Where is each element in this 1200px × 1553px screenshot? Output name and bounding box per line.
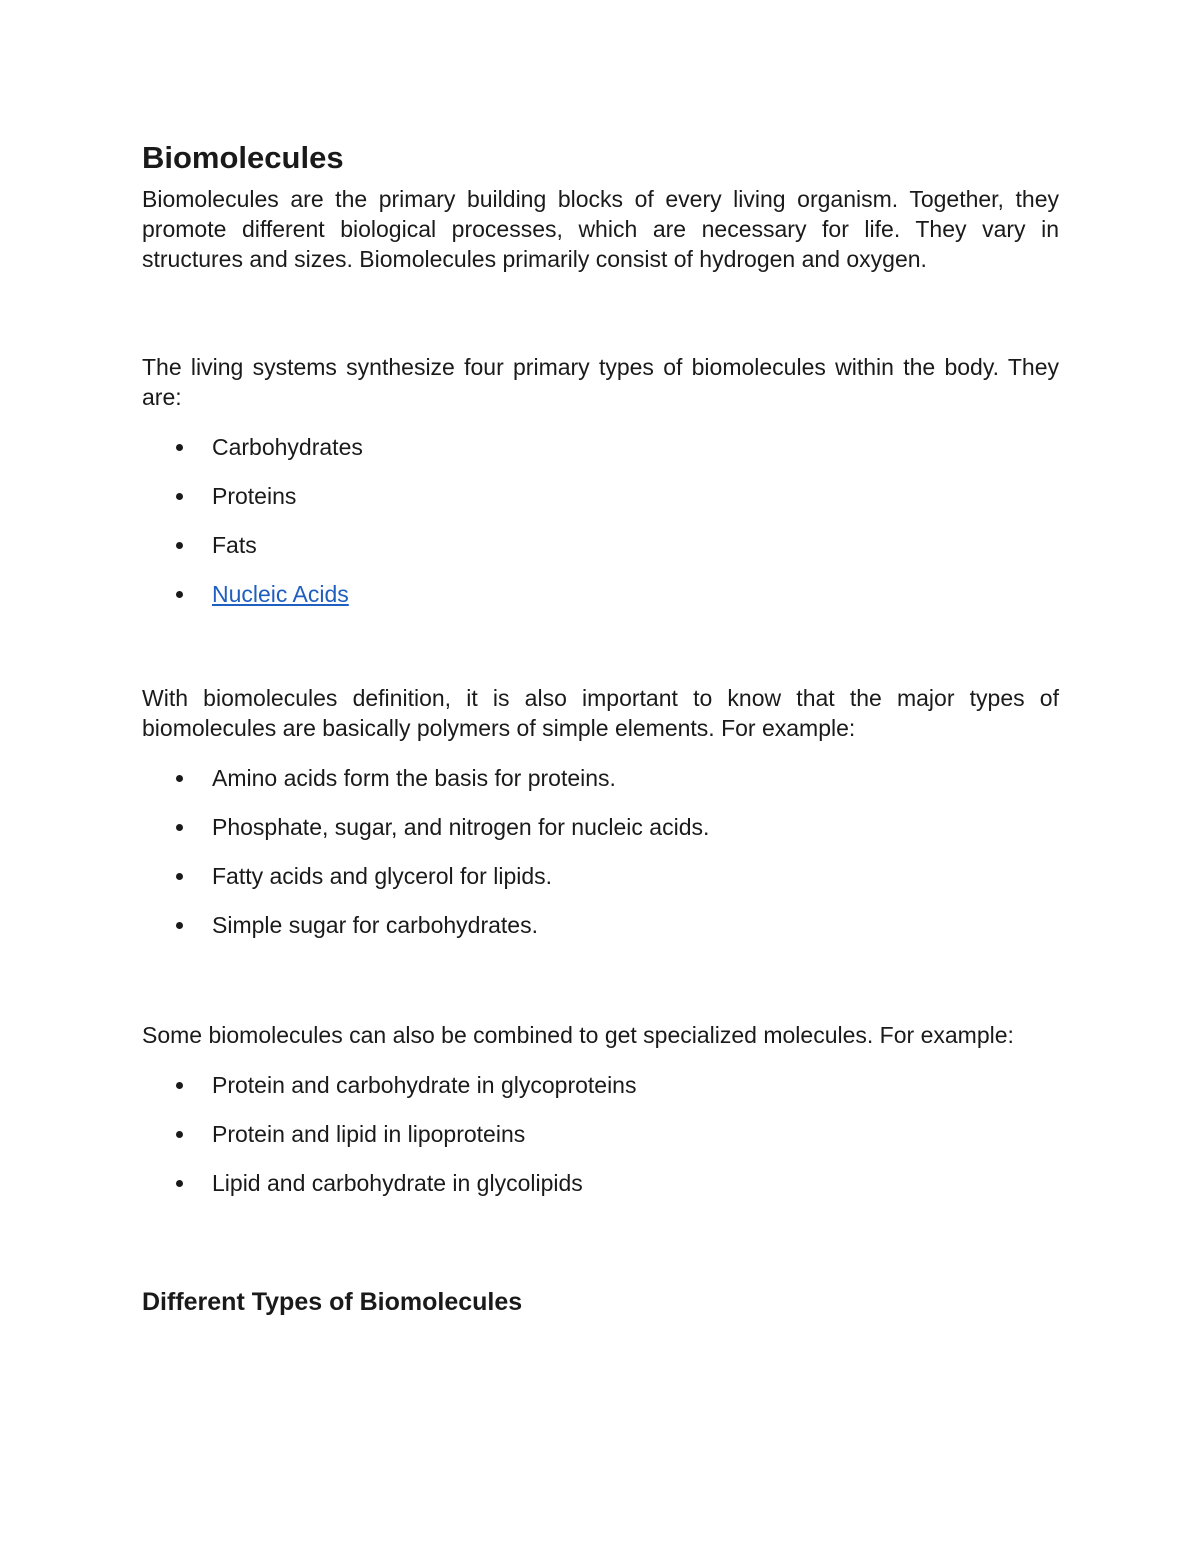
biomolecule-types-list: [142, 432, 1059, 609]
list-item: [142, 530, 1059, 560]
list-item: [142, 763, 1059, 793]
combined-list: [142, 1070, 1059, 1198]
list-item: [142, 910, 1059, 940]
list-item-label: Fats: [212, 532, 257, 558]
list-item: [142, 861, 1059, 891]
list-item: [142, 481, 1059, 511]
bullet-icon: [176, 775, 183, 782]
types-intro-paragraph: The living systems synthesize four primary types of biomolecules within the body. They are:: [142, 354, 1059, 410]
polymers-intro-paragraph: With biomolecules definition, it is also important to know that the major types of biomolecules are basically polymers of simple elements. For example:: [142, 685, 1059, 741]
bullet-icon: [176, 922, 183, 929]
bullet-icon: [176, 824, 183, 831]
list-item: [142, 1168, 1059, 1198]
list-item: [142, 812, 1059, 842]
document-body: [142, 138, 1059, 1318]
polymers-list: [142, 763, 1059, 940]
list-item-label: Phosphate, sugar, and nitrogen for nucleic acids.: [212, 814, 710, 840]
combined-intro-paragraph: Some biomolecules can also be combined to get specialized molecules. For example:: [142, 1022, 1014, 1048]
section-heading: Different Types of Biomolecules: [142, 1288, 523, 1316]
list-item: [142, 1119, 1059, 1149]
list-item-label: Protein and carbohydrate in glycoproteins: [212, 1072, 637, 1098]
page-title: Biomolecules: [142, 140, 344, 175]
list-item-label: Simple sugar for carbohydrates.: [212, 912, 538, 938]
bullet-icon: [176, 1082, 183, 1089]
list-item: [142, 432, 1059, 462]
bullet-icon: [176, 873, 183, 880]
bullet-icon: [176, 591, 183, 598]
bullet-icon: [176, 542, 183, 549]
intro-paragraph: Biomolecules are the primary building blocks of every living organism. Together, they promote different biological processes, which are necessary for life. They vary in structures and sizes. Biomolecules primarily consist of hydrogen and oxygen.: [142, 186, 1059, 272]
list-item-label: Fatty acids and glycerol for lipids.: [212, 863, 553, 889]
bullet-icon: [176, 493, 183, 500]
list-item-label: Amino acids form the basis for proteins.: [212, 765, 616, 791]
list-item-label: Proteins: [212, 483, 297, 509]
list-item-label: Protein and lipid in lipoproteins: [212, 1121, 526, 1147]
nucleic-acids-link[interactable]: Nucleic Acids: [212, 581, 349, 607]
list-item: [142, 579, 1059, 609]
bullet-icon: [176, 444, 183, 451]
list-item-label: Lipid and carbohydrate in glycolipids: [212, 1170, 583, 1196]
bullet-icon: [176, 1131, 183, 1138]
bullet-icon: [176, 1180, 183, 1187]
list-item: [142, 1070, 1059, 1100]
list-item-label: Carbohydrates: [212, 434, 363, 460]
